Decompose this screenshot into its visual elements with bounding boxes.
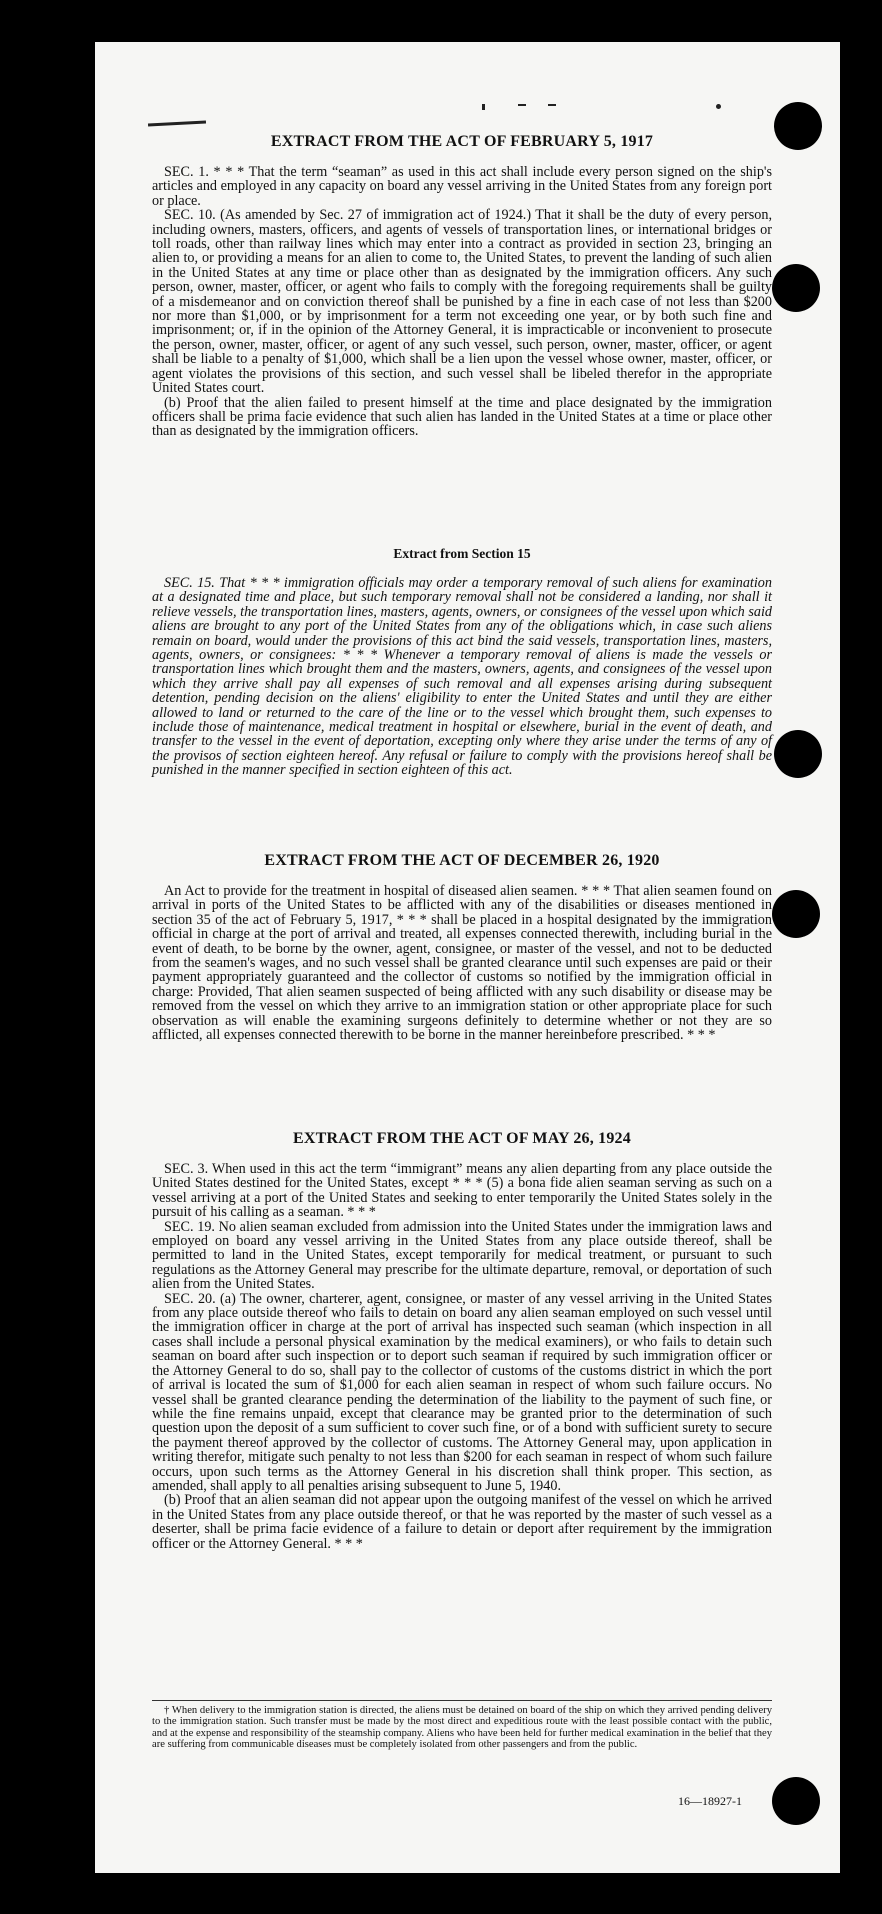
section-heading: EXTRACT FROM THE ACT OF FEBRUARY 5, 1917 [270,133,654,150]
punch-hole [772,264,820,312]
scan-mark [518,104,526,106]
punch-hole [774,102,822,150]
section-heading: EXTRACT FROM THE ACT OF MAY 26, 1924 [293,1130,631,1147]
punch-hole [772,1777,820,1825]
footnote-divider [152,1700,772,1701]
scan-mark [716,104,721,109]
paragraph: SEC. 3. When used in this act the term “immigrant” means any alien departing from any place outside the United States destined for the United States, except * * * (5) a bona fide alien seaman serving as such on a vessel arriving at a port of the United States and seeking to enter temporarily the United States solely in the pursuit of his calling as a seaman. * * * [152,1161,772,1221]
paragraph: SEC. 1. * * * That the term “seaman” as used in this act shall include every person signed on the ship's articles and employed in any capacity on board any vessel arriving in the United States from any foreign port or place. [152,164,772,209]
section-heading: EXTRACT FROM THE ACT OF DECEMBER 26, 1920 [264,852,660,869]
paragraph: An Act to provide for the treatment in hospital of diseased alien seamen. * * * That alien seamen found on arrival in ports of the United States to be afflicted with any of the disabilities or diseases mentioned in section 35 of the act of February 5, 1917, * * * shall be placed in a hospital designated by the immigration official in charge at the port of arrival and treated, all expenses connected therewith, including burial in the event of death, to be borne by the owner, agent, consignee, or master of the vessel, and not to be deducted from the seamen's wages, and no such vessel shall be granted clearance until such expenses are paid or their payment appropriately guaranteed and the collector of customs so notified by the immigration official in charge: Provided, That alien seamen suspected of being afflicted with any such disability or disease may be removed from the vessel on which they arrive to an immigration station or other appropriate place for such observation as will enable the examining surgeons definitely to determine whether or not they are so afflicted, all expenses connected therewith to be borne in the manner hereinbefore prescribed. * * * [152,883,772,1044]
paragraph: (b) Proof that an alien seaman did not appear upon the outgoing manifest of the vessel on which he arrived in the United States from any place outside thereof, or that he was reported by the master of such vessel as a deserter, shall be prima facie evidence of a failure to detain or deport after requirement by the immigration officer or the Attorney General. * * * [152,1492,772,1552]
section-15-extract [152,546,772,778]
section-subheading: Extract from Section 15 [393,546,531,561]
punch-hole [772,890,820,938]
scan-mark [482,104,485,110]
paragraph: (b) Proof that the alien failed to present himself at the time and place designated by the immigration officers shall be prima facie evidence that such alien has landed in the United States at a time or place other than as designated by the immigration officers. [152,394,772,440]
paragraph: SEC. 10. (As amended by Sec. 27 of immigration act of 1924.) That it shall be the duty of every person, including owners, masters, officers, and agents of vessels of transportation lines, or international bridges or toll roads, other than railway lines which may enter into a contract as provided in section 23, bringing an alien to, or providing a means for an alien to come to, the United States, to prevent the landing of such alien in the United States at any time or place other than as designated by the immigration officers. Any such person, owner, master, officer, or agent who fails to comply with the foregoing requirements shall be guilty of a misdemeanor and on conviction thereof shall be punished by a fine in each case of not less than $200 nor more than $1,000, or by imprisonment for a term not exceeding one year, or by both such fine and imprisonment; or, if in the opinion of the Attorney General, it is impracticable or inconvenient to prosecute the person, owner, master, officer, or agent of any such vessel, such person, owner, master, officer, or agent shall be liable to a penalty of $1,000, which shall be a lien upon the vessel whose owner, master, officer, or agent violates the provisions of this section, and such vessel shall be libeled therefor in the appropriate United States court. [152,207,772,397]
form-number: 16—18927-1 [678,1794,742,1808]
punch-hole [774,730,822,778]
footnote: † When delivery to the immigration station is directed, the aliens must be detained on board of the ship on which they arrived pending delivery to the immigration station. Such transfer must be made by the most direct and expeditious route with the least possible contact with the public, and at the expense and responsibility of the steamship company. Aliens who have been held for further medical examination in the belief that they are suffering from communicable diseases must be completely isolated from other passengers and from the public. [152,1705,772,1751]
paragraph: SEC. 15. That * * * immigration officials may order a temporary removal of such aliens for examination at a designated time and place, but such temporary removal shall not be considered a landing, nor shall it relieve vessels, the transportation lines, masters, agents, owners, or consignees of the vessel upon which said aliens are brought to any port of the United States from any of the obligations which, in case such aliens remain on board, would under the provisions of this act bind the said vessels, transportation lines, masters, agents, owners, or consignees: * * * Whenever a temporary removal of aliens is made the vessels or transportation lines which brought them and the masters, owners, agents, and consignees of the vessel upon which they arrive shall pay all expenses of such removal and all expenses arising during subsequent detention, pending decision on the aliens' eligibility to enter the United States and until they are either allowed to land or returned to the care of the line or to the vessel which brought them, such expenses to include those of maintenance, medical treatment in hospital or elsewhere, burial in the event of death, and transfer to the vessel in the event of deportation, excepting only where they arise under the terms of any of the provisos of section eighteen hereof. Any refusal or failure to comply with the provisions hereof shall be punished in the manner specified in section eighteen of this act. [152,575,772,779]
scan-mark [548,104,556,106]
section-feb-1917 [152,133,772,439]
section-dec-1920 [152,852,772,1042]
paragraph: SEC. 19. No alien seaman excluded from admission into the United States under the immigration laws and employed on board any vessel arriving in the United States from any place outside thereof, shall be permitted to land in the United States, except temporarily for medical treatment, or pursuant to such regulations as the Attorney General may prescribe for the ultimate departure, removal, or deportation of such alien from the United States. [152,1218,772,1293]
paragraph: SEC. 20. (a) The owner, charterer, agent, consignee, or master of any vessel arriving in the United States from any place outside thereof who fails to detain on board any alien seaman employed on such vessel until the immigration officer in charge at the port of arrival has inspected such seaman (which inspection in all cases shall include a personal physical examination by the medical examiners), or who fails to detain such seaman on board after such inspection or to deport such seaman if required by such immigration officer or the Attorney General to do so, shall pay to the collector of customs of the customs district in which the port of arrival is located the sum of $1,000 for each alien seaman in respect of whom such failure occurs. No vessel shall be granted clearance pending the determination of the liability to the payment of such fine, or while the fine remains unpaid, except that clearance may be granted prior to the determination of such question upon the deposit of a sum sufficient to cover such fine, or of a bond with sufficient surety to secure the payment thereof approved by the collector of customs. The Attorney General may, upon application in writing therefor, mitigate such penalty to not less than $200 for each seaman in respect of whom such failure occurs, upon such terms as the Attorney General in his discretion shall think proper. This section, as amended, shall apply to all penalties arising subsequent to June 5, 1940. [152,1290,772,1494]
section-may-1924 [152,1130,772,1551]
